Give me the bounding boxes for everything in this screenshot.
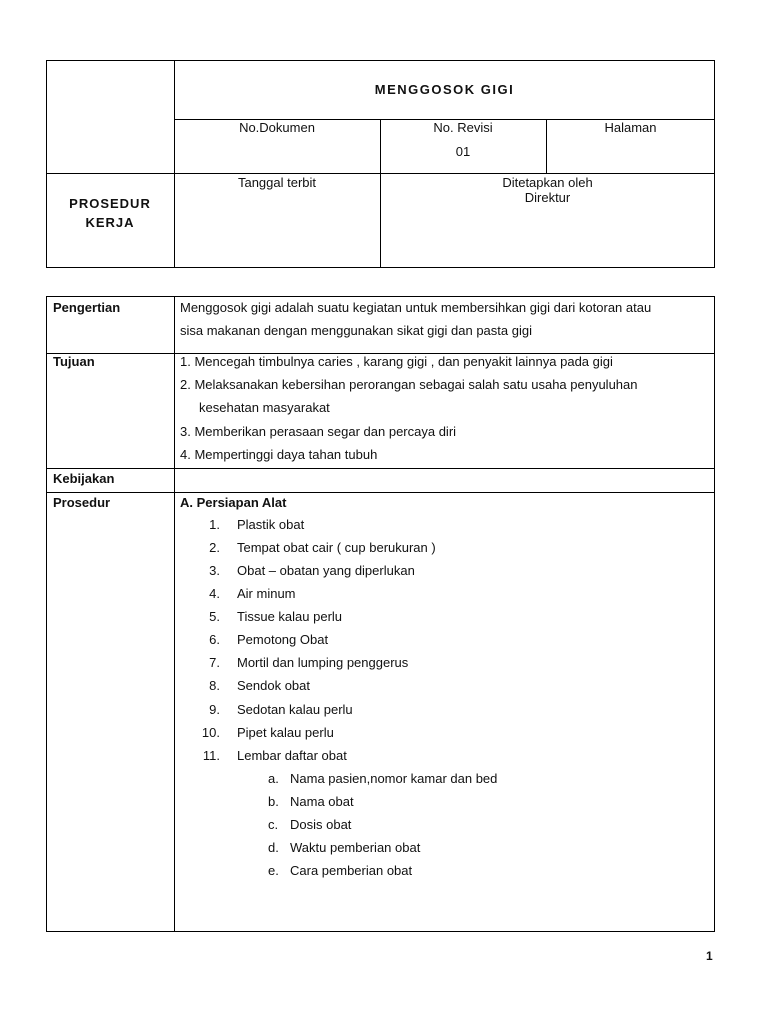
tujuan-line-3: kesehatan masyarakat [199,400,330,415]
list-item: Air minum [237,586,296,601]
list-item-number: 7. [209,655,220,670]
sub-item-letter: b. [268,794,279,809]
list-item-number: 8. [209,678,220,693]
list-item: Sedotan kalau perlu [237,702,353,717]
list-item: Plastik obat [237,517,305,532]
section-a-title: A. Persiapan Alat [180,495,287,510]
list-item-number: 11. [202,748,220,763]
list-item: Obat – obatan yang diperlukan [237,563,415,578]
tujuan-line-2: 2. Melaksanakan kebersihan perorangan sebagai salah satu usaha penyuluhan [180,377,638,392]
list-item: Mortil dan lumping penggerus [237,655,409,670]
list-item: Pemotong Obat [237,632,329,647]
sub-item-letter: c. [268,817,279,832]
document-title: MENGGOSOK GIGI [374,82,515,97]
ditetapkan-oleh: Ditetapkan oleh Direktur [502,175,593,205]
sub-item: Dosis obat [290,817,352,832]
tanggal-terbit-label: Tanggal terbit [237,175,317,190]
pengertian-label: Pengertian [53,300,121,315]
list-item-number: 6. [209,632,220,647]
prosedur-kerja-label: PROSEDUR KERJA [69,196,151,230]
tujuan-label: Tujuan [53,354,95,369]
sub-item-letter: d. [268,840,279,855]
sub-item: Nama obat [290,794,354,809]
kebijakan-label: Kebijakan [53,471,115,486]
list-item-number: 3. [209,563,220,578]
list-item-number: 1. [209,517,220,532]
no-revisi-value: 01 [455,144,471,159]
list-item-number: 4. [209,586,220,601]
sub-item: Nama pasien,nomor kamar dan bed [290,771,498,786]
list-item: Pipet kalau perlu [237,725,334,740]
prosedur-label: Prosedur [53,495,111,510]
sub-item-letter: e. [268,863,279,878]
sub-item: Cara pemberian obat [290,863,413,878]
pengertian-line-1: Menggosok gigi adalah suatu kegiatan untuk membersihkan gigi dari kotoran atau [180,300,652,315]
list-item: Lembar daftar obat [237,748,347,763]
list-item-number: 10. [201,725,220,740]
tujuan-line-5: 4. Mempertinggi daya tahan tubuh [180,447,378,462]
list-item-number: 2. [209,540,220,555]
no-revisi-label: No. Revisi [433,120,493,135]
list-item-number: 9. [209,702,220,717]
sub-item-letter: a. [268,771,279,786]
list-item: Tissue kalau perlu [237,609,343,624]
pengertian-line-2: sisa makanan dengan menggunakan sikat gigi dan pasta gigi [180,323,532,338]
page-number: 1 [706,949,713,963]
list-item: Tempat obat cair ( cup berukuran ) [237,540,436,555]
halaman-label: Halaman [604,120,657,135]
list-item: Sendok obat [237,678,311,693]
no-dokumen-label: No.Dokumen [239,120,315,135]
tujuan-line-1: 1. Mencegah timbulnya caries , karang gigi , dan penyakit lainnya pada gigi [180,354,613,369]
list-item-number: 5. [209,609,220,624]
tujuan-line-4: 3. Memberikan perasaan segar dan percaya diri [180,424,457,439]
sub-item: Waktu pemberian obat [290,840,421,855]
